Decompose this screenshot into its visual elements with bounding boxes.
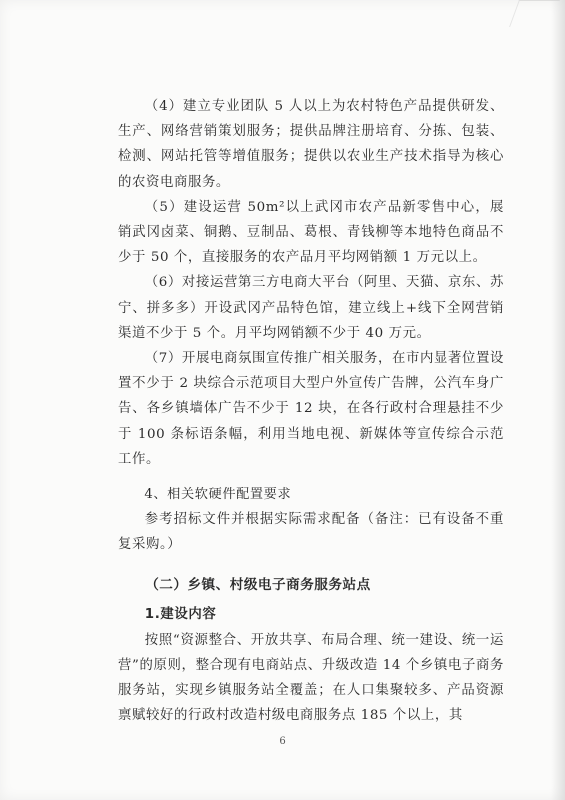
section-2-heading: （二）乡镇、村级电子商务服务站点 — [145, 576, 371, 593]
paragraph-item-5: （5）建设运营 50m²以上武冈市农产品新零售中心，展销武冈卤菜、铜鹅、豆制品、葛根、青钱柳等本地特色商品不少于 50 个，直接服务的农产品月平均网销额 1 万元以上。 — [118, 199, 504, 266]
paragraph-item-4: （4）建立专业团队 5 人以上为农村特色产品提供研发、生产、网络营销策划服务；提供品牌注册培育、分拣、包装、检测、网站托管等增值服务；提供以农业生产技术指导为核心的农资电商服务。 — [118, 99, 504, 190]
section-4-heading: 4、相关软硬件配置要求 — [144, 487, 292, 503]
paragraph-item-7: （7）开展电商氛围宣传推广相关服务，在市内显著位置设置不少于 2 块综合示范项目大型户外宣传广告牌，公汽车身广告、各乡镇墙体广告不少于 12 块，在各行政村合理悬挂不少于 100 条标语条幅，利用当地电视、新媒体等宣传综合示范工作。 — [118, 351, 504, 467]
build-content-body: 按照“资源整合、开放共享、布局合理、统一建设、统一运营”的原则，整合现有电商站点、升级改造 14 个乡镇电子商务服务站，实现乡镇服务站全覆盖；在人口集聚较多、产品资源禀赋较好的行政村改造村级电商服务点 185 个以上，其 — [118, 632, 504, 724]
scan-shadow-edge — [551, 0, 565, 800]
build-content-heading: 1.建设内容 — [144, 606, 217, 622]
paragraph-item-6: （6）对接运营第三方电商大平台（阿里、天猫、京东、苏宁、拼多多）开设武冈产品特色馆，建立线上+线下全网营销渠道不少于 5 个。月平均网销额不少于 40 万元。 — [118, 275, 504, 341]
page-number: 6 — [279, 736, 286, 747]
section-4-body: 参考招标文件并根据实际需求配备（备注：已有设备不重复采购。） — [118, 512, 504, 553]
document-body — [118, 94, 504, 728]
